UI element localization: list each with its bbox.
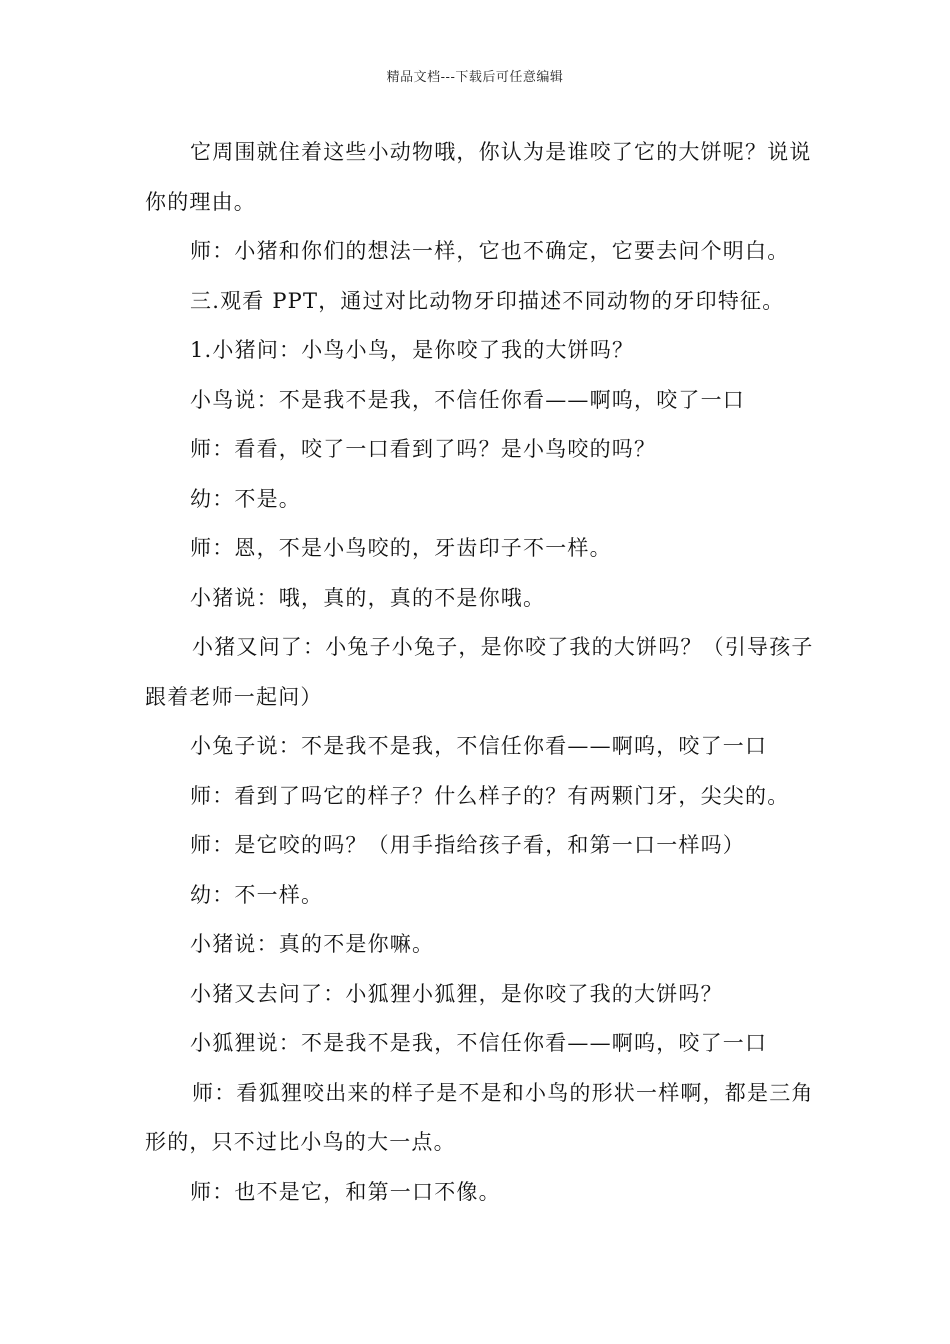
paragraph: 小狐狸说：不是我不是我，不信任你看——啊呜，咬了一口 bbox=[190, 1031, 768, 1055]
paragraph: 小兔子说：不是我不是我，不信任你看——啊呜，咬了一口 bbox=[190, 734, 768, 758]
paragraph: 小猪说：哦，真的，真的不是你哦。 bbox=[190, 585, 546, 610]
paragraph: 1.小猪问：小鸟小鸟，是你咬了我的大饼吗？ bbox=[190, 338, 635, 362]
document-body bbox=[145, 128, 815, 1217]
paragraph: 师：看狐狸咬出来的样子是不是和小鸟的形状一样啊，都是三角形的，只不过比小鸟的大一点。 bbox=[145, 1080, 814, 1154]
paragraph: 师：是它咬的吗？（用手指给孩子看，和第一口一样吗） bbox=[190, 833, 745, 857]
paragraph: 师：小猪和你们的想法一样，它也不确定，它要去问个明白。 bbox=[190, 239, 790, 263]
paragraph: 小猪又去问了：小狐狸小狐狸，是你咬了我的大饼吗？ bbox=[190, 981, 723, 1006]
paragraph: 三.观看 PPT，通过对比动物牙印描述不同动物的牙印特征。 bbox=[190, 288, 785, 313]
paragraph: 师：看看，咬了一口看到了吗？是小鸟咬的吗？ bbox=[190, 437, 657, 461]
paragraph: 它周围就住着这些小动物哦，你认为是谁咬了它的大饼呢？说说你的理由。 bbox=[145, 140, 812, 214]
paragraph: 师：恩，不是小鸟咬的，牙齿印子不一样。 bbox=[190, 536, 612, 560]
paragraph: 小猪说：真的不是你嘛。 bbox=[190, 932, 435, 956]
paragraph: 小猪又问了：小兔子小兔子，是你咬了我的大饼吗？（引导孩子跟着老师一起问） bbox=[145, 635, 814, 709]
paragraph: 师：也不是它，和第一口不像。 bbox=[190, 1179, 501, 1204]
paragraph: 幼：不一样。 bbox=[190, 882, 324, 907]
paragraph: 小鸟说：不是我不是我，不信任你看——啊呜，咬了一口 bbox=[190, 387, 745, 412]
paragraph: 师：看到了吗它的样子？什么样子的？有两颗门牙，尖尖的。 bbox=[190, 783, 790, 808]
paragraph: 幼：不是。 bbox=[190, 486, 301, 511]
page-header: 精品文档---下载后可任意编辑 bbox=[386, 70, 564, 85]
